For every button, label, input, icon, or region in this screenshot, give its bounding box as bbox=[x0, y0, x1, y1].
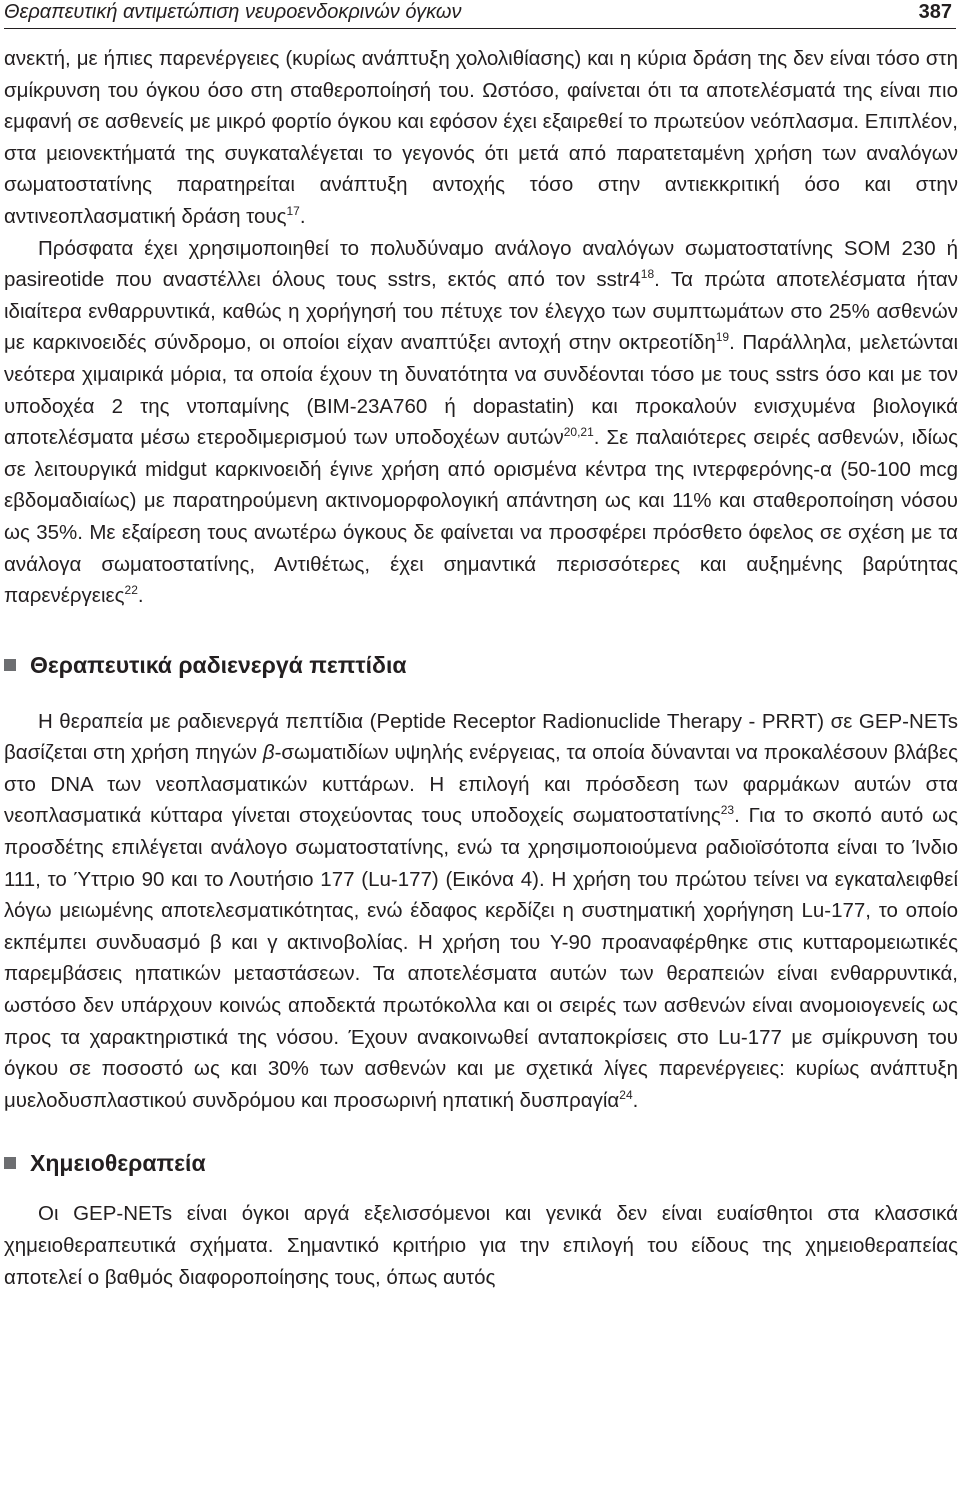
running-title: Θεραπευτική αντιμετώπιση νευροενδοκρινών όγκων bbox=[4, 1, 462, 23]
reference-superscript: 23 bbox=[720, 803, 735, 818]
text-segment: . bbox=[137, 584, 144, 608]
section-heading-text: Θεραπευτικά ραδιενεργά πεπτίδια bbox=[30, 651, 407, 678]
reference-superscript: 19 bbox=[715, 330, 730, 345]
paragraph-chemotherapy bbox=[4, 1198, 958, 1293]
section-heading-chemotherapy bbox=[4, 1148, 958, 1178]
paragraph-prrt bbox=[4, 706, 958, 1117]
text-segment: ανεκτή, με ήπιες παρενέργειες (κυρίως ανάπτυξη χολολιθίασης) και η κύρια δράση της δεν είναι τόσο στη σμίκρυνση του όγκου όσο στη σταθεροποίησή του. Ωστόσο, φαίνεται ότι τα αποτελέσματά της είναι πιο εμφανή σε ασθενείς με μικρό φορτίο όγκου και εφόσον έχει εξαιρεθεί το πρωτεύον νεόπλασμα. Επιπλέον, στα μειονεκτήματά της συγκαταλέγεται το γεγονός ότι μετά από παρατεταμένη χρήση των αναλόγων σωματοστατίνης παρατηρείται ανάπτυξη αντοχής τόσο στην αντιεκκριτική όσο και στην αντινεοπλασματική δράση τους bbox=[4, 47, 958, 228]
text-segment: Οι GEP-NETs είναι όγκοι αργά εξελισσόμενοι και γενικά δεν είναι ευαίσθητοι στα κλασσικά χημειοθεραπευτικά σχήματα. Σημαντικό κριτήριο για την επιλογή του είδους της χημειοθεραπείας αποτελεί ο βαθμός διαφοροποίησης τους, όπως αυτός bbox=[4, 1202, 958, 1289]
section-heading-text: Χημειοθεραπεία bbox=[30, 1150, 206, 1177]
text-segment: . bbox=[299, 204, 306, 228]
text-segment: Η θεραπεία με ραδιενεργά πεπτίδια (Peptide Receptor Radionuclide Therapy - PRRT) σε GEP-NETs βασίζεται στη χρήση πηγών bbox=[4, 709, 958, 765]
text-segment: . Τα πρώτα αποτελέσματα ήταν ιδιαίτερα ενθαρρυντικά, καθώς η χορήγησή του πέτυχε τον έλεγχο των συμπτωμάτων στο 25% ασθενών με καρκινοειδές σύνδρομο, οι οποίοι είχαν αναπτύξει αντοχή στην οκτρεοτίδη bbox=[4, 268, 958, 355]
square-bullet-icon bbox=[4, 659, 16, 671]
paragraph-pasireotide bbox=[4, 233, 958, 612]
text-segment: -σωματιδίων υψηλής ενέργειας, τα οποία δύνανται να προκαλέσουν βλάβες στο DNA των νεοπλασματικών κυττάρων. Η επιλογή και πρόσδεση των φαρμάκων αυτών στα νεοπλασματικά κύτταρα γίνεται στοχεύοντας τους υποδοχείς σωματοστατίνης bbox=[4, 741, 958, 828]
text-segment: . Σε παλαιότερες σειρές ασθενών, ιδίως σε λειτουργικά midgut καρκινοειδή έγινε χρήση από ορισμένα κέντρα της ιντερφερόνης-α (50-100 mcg εβδομαδιαίως) με παρατηρούμενη ακτινομορφολογική απάντηση ως και 11% και σταθεροποίηση νόσου ως 35%. Με εξαίρεση τους ανωτέρω όγκους δε φαίνεται να προσφέρει πρόσθετο όφελος σε σχέση με τα ανάλογα σωματοστατίνης, Αντιθέτως, έχει σημαντικά περισσότερες και αυξημένης βαρύτητας παρενέργειες bbox=[4, 426, 958, 608]
reference-superscript: 24 bbox=[619, 1087, 633, 1102]
text-segment: . Για το σκοπό αυτό ως προσδέτης επιλέγεται ανάλογο σωματοστατίνης, ενώ τα χρησιμοποιούμενα ραδιοϊσότοπα είναι το Ίνδιο 111, το Ύττριο 90 και το Λουτήσιο 177 (Lu-177) (Εικόνα 4). Η χρήση του πρώτου τείνει να εγκαταλειφθεί λόγω μειωμένης αποτελεσματικότητας, ενώ έδαφος κερδίζει η συστηματική χορήγηση Lu-177, το οποίο εκπέμπει συνδυασμό β και γ ακτινοβολίας. Η χρήση του Y-90 προαναφέρθηκε στις κυτταρομειωτικές παρεμβάσεις ηπατικών μεταστάσεων. Τα αποτελέσματα αυτών των θεραπειών είναι ενθαρρυντικά, ωστόσο δεν υπάρχουν κοινώς αποδεκτά πρωτόκολλα και οι σειρές των ασθενών είναι ανομοιογενείς ως προς τα χαρακτηριστικά της νόσου. Έχουν ανακοινωθεί ανταποκρίσεις στο Lu-177 με σμίκρυνση του όγκου σε ποσοστό ως και 30% των ασθενών και με σχετικά λίγες παρενέργειες: κυρίως ανάπτυξη μυελοδυσπλαστικού συνδρόμου και προσωρινή ηπατική δυσπραγία bbox=[4, 804, 959, 1112]
reference-superscript: 20,21 bbox=[563, 425, 594, 440]
text-segment: . Παράλληλα, μελετώνται νεότερα χιμαιρικά μόρια, τα οποία έχουν τη δυνατότητα να συνδέονται τόσο με τους sstrs όσο και με τον υποδοχέα 2 της ντοπαμίνης (BIM-23A760 ή dopastatin) και προκαλούν ενισχυμένα βιολογικά αποτελέσματα μέσω ετεροδιμερισμού των υποδοχέων αυτών bbox=[4, 331, 959, 450]
running-header bbox=[4, 0, 956, 29]
text-segment: . bbox=[632, 1088, 639, 1112]
paragraph-somatostatin-tolerance bbox=[4, 43, 958, 233]
reference-superscript: 18 bbox=[640, 267, 655, 282]
beta-symbol: β bbox=[262, 741, 275, 765]
square-bullet-icon bbox=[4, 1157, 16, 1169]
page-number: 387 bbox=[918, 1, 952, 23]
document-body bbox=[4, 43, 958, 1293]
text-segment: Πρόσφατα έχει χρησιμοποιηθεί το πολυδύναμο ανάλογο αναλόγων σωματοστατίνης SOM 230 ή pasireotide που αναστέλλει όλους τους sstrs, εκτός από τον sstr4 bbox=[4, 236, 958, 292]
reference-superscript: 22 bbox=[124, 583, 138, 598]
reference-superscript: 17 bbox=[286, 204, 300, 219]
section-heading-radiopeptides bbox=[4, 650, 958, 680]
